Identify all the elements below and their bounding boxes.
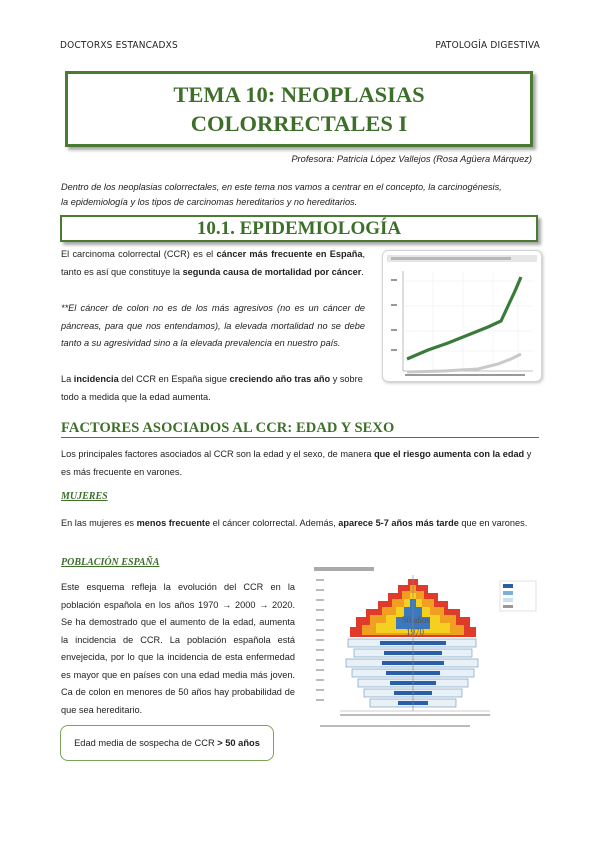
age-pyramid-image bbox=[310, 565, 540, 733]
factors-heading-text: FACTORES ASOCIADOS AL CCR: EDAD Y SEXO bbox=[61, 420, 395, 436]
bold-run: incidencia bbox=[73, 374, 119, 384]
bold-run: creciendo año tras año bbox=[229, 374, 331, 384]
bold-run: menos frecuente bbox=[136, 518, 211, 528]
intro-paragraph bbox=[61, 180, 539, 209]
incidence-chart-graphic bbox=[383, 251, 541, 381]
text-run: Edad media de sospecha de CCR bbox=[74, 738, 218, 748]
text-run: del CCR en España sigue bbox=[118, 374, 230, 384]
title-box bbox=[65, 71, 533, 147]
svg-text:1970: 1970 bbox=[406, 627, 424, 637]
bold-run: que el riesgo aumenta con la edad bbox=[374, 449, 525, 459]
population-label: POBLACIÓN ESPAÑA bbox=[61, 557, 160, 568]
intro-line-2: la epidemiología y los tipos de carcinomas hereditarios y no hereditarios. bbox=[61, 196, 358, 207]
text-run: que en varones. bbox=[458, 518, 528, 528]
text-run: y es más frecuente en varones. bbox=[61, 449, 532, 477]
intro-line-1: Dentro de los neoplasias colorrectales, en este tema nos vamos a centrar en el concepto, la carcinogénesis, bbox=[61, 182, 502, 192]
factors-heading bbox=[61, 419, 539, 438]
bold-run: > 50 años bbox=[217, 738, 260, 748]
section-heading: 10.1. EPIDEMIOLOGÍA bbox=[196, 218, 402, 239]
women-label: MUJERES bbox=[61, 491, 108, 502]
professor-line: Profesora: Patricia López Vallejos (Rosa Agüera Márquez) bbox=[291, 154, 532, 164]
text-run: La bbox=[61, 374, 74, 384]
text-run: el cáncer colorrectal. Además, bbox=[210, 518, 339, 528]
incidence-chart-image bbox=[382, 250, 542, 382]
text-run: En las mujeres es bbox=[61, 518, 137, 528]
epi-paragraph-3 bbox=[61, 371, 373, 406]
suspicion-age-box bbox=[60, 725, 274, 761]
header-right: PATOLOGÍA DIGESTIVA bbox=[435, 40, 540, 51]
bold-run: aparece 5-7 años más tarde bbox=[338, 518, 459, 528]
text-run: El carcinoma colorrectal (CCR) es el bbox=[61, 249, 217, 259]
bold-run: cáncer más frecuente en España bbox=[216, 249, 363, 259]
epi-paragraph-2: **El cáncer de colon no es de los más agresivos (no es un cáncer de páncreas, para que nos entendamos), la elevada mortalidad no se debe tanto a su agresividad sino a la elevada prevalencia en nuestro país. bbox=[61, 303, 365, 348]
text-run: . bbox=[361, 266, 364, 277]
header-left: DOCTORXS ESTANCADXS bbox=[60, 40, 178, 51]
title-line-1: TEMA 10: NEOPLASIAS bbox=[173, 82, 425, 107]
title-line-2: COLORRECTALES I bbox=[190, 111, 408, 136]
bold-run: segunda causa de mortalidad por cáncer bbox=[182, 266, 362, 277]
population-paragraph: Este esquema refleja la evolución del CCR en la población española en los años 1970 → 2000 → 2020. Se ha demostrado que el aumento de la edad, aumenta la incidencia de CCR. La población española está envejecida, por lo que la incidencia de esta enfermedad es mayor que en países con una edad media más joven. Ca de colon en menores de 50 años hay probabilidad de que sea hereditario. bbox=[61, 582, 295, 715]
factors-paragraph bbox=[61, 446, 539, 481]
text-run: y sobre todo a medida que la edad aumenta. bbox=[61, 374, 363, 402]
age-pyramid-graphic bbox=[310, 565, 540, 733]
section-heading-box bbox=[60, 215, 538, 242]
text-run: Los principales factores asociados al CCR son la edad y el sexo, de manera bbox=[61, 449, 375, 459]
epi-paragraph-1 bbox=[61, 246, 365, 281]
svg-text:50 años: 50 años bbox=[402, 615, 430, 625]
text-run: , tanto es así que constituye la bbox=[61, 249, 365, 277]
women-paragraph bbox=[61, 515, 539, 533]
